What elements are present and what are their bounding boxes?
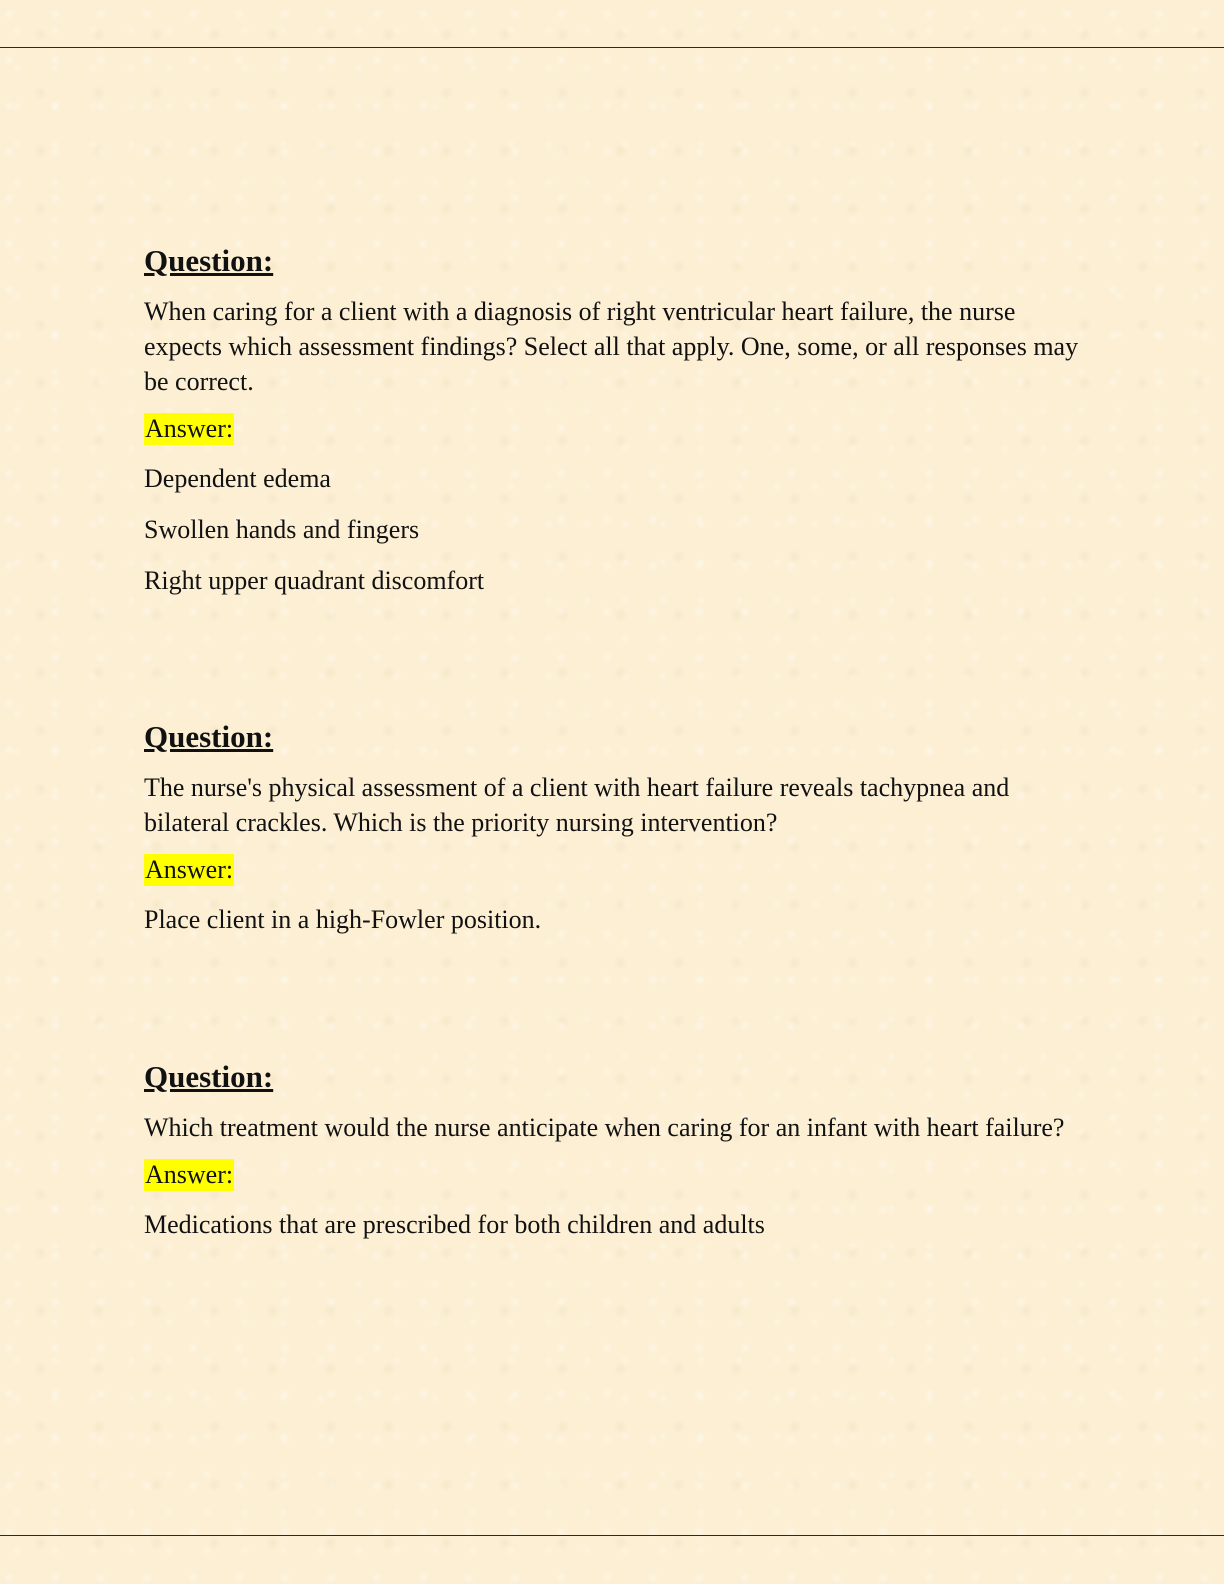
answer-item: Right upper quadrant discomfort [144, 566, 485, 595]
question-text: The nurse's physical assessment of a client with heart failure reveals tachypnea and bilateral crackles. Which is the priority nursing intervention? [144, 773, 1010, 837]
question-heading: Question: [144, 719, 274, 754]
bottom-divider [0, 1535, 1224, 1536]
answer-item: Place client in a high-Fowler position. [144, 905, 542, 934]
question-heading: Question: [144, 1059, 274, 1094]
answer-label: Answer: [145, 1160, 234, 1189]
answer-item: Dependent edema [144, 464, 331, 493]
question-text: Which treatment would the nurse anticipate when caring for an infant with heart failure? [144, 1113, 1065, 1142]
answer-item: Medications that are prescribed for both children and adults [144, 1210, 765, 1239]
answer-label: Answer: [145, 414, 234, 443]
answer-label: Answer: [145, 855, 234, 884]
question-heading: Question: [144, 243, 274, 278]
top-divider [0, 47, 1224, 48]
answer-item: Swollen hands and fingers [144, 515, 420, 544]
question-text: When caring for a client with a diagnosis of right ventricular heart failure, the nurse expects which assessment findings? Select all that apply. One, some, or all responses may be correct. [144, 297, 1079, 396]
qa-block-3 [144, 1058, 1084, 1258]
qa-block-2 [144, 718, 1084, 953]
qa-block-1 [144, 242, 1084, 614]
